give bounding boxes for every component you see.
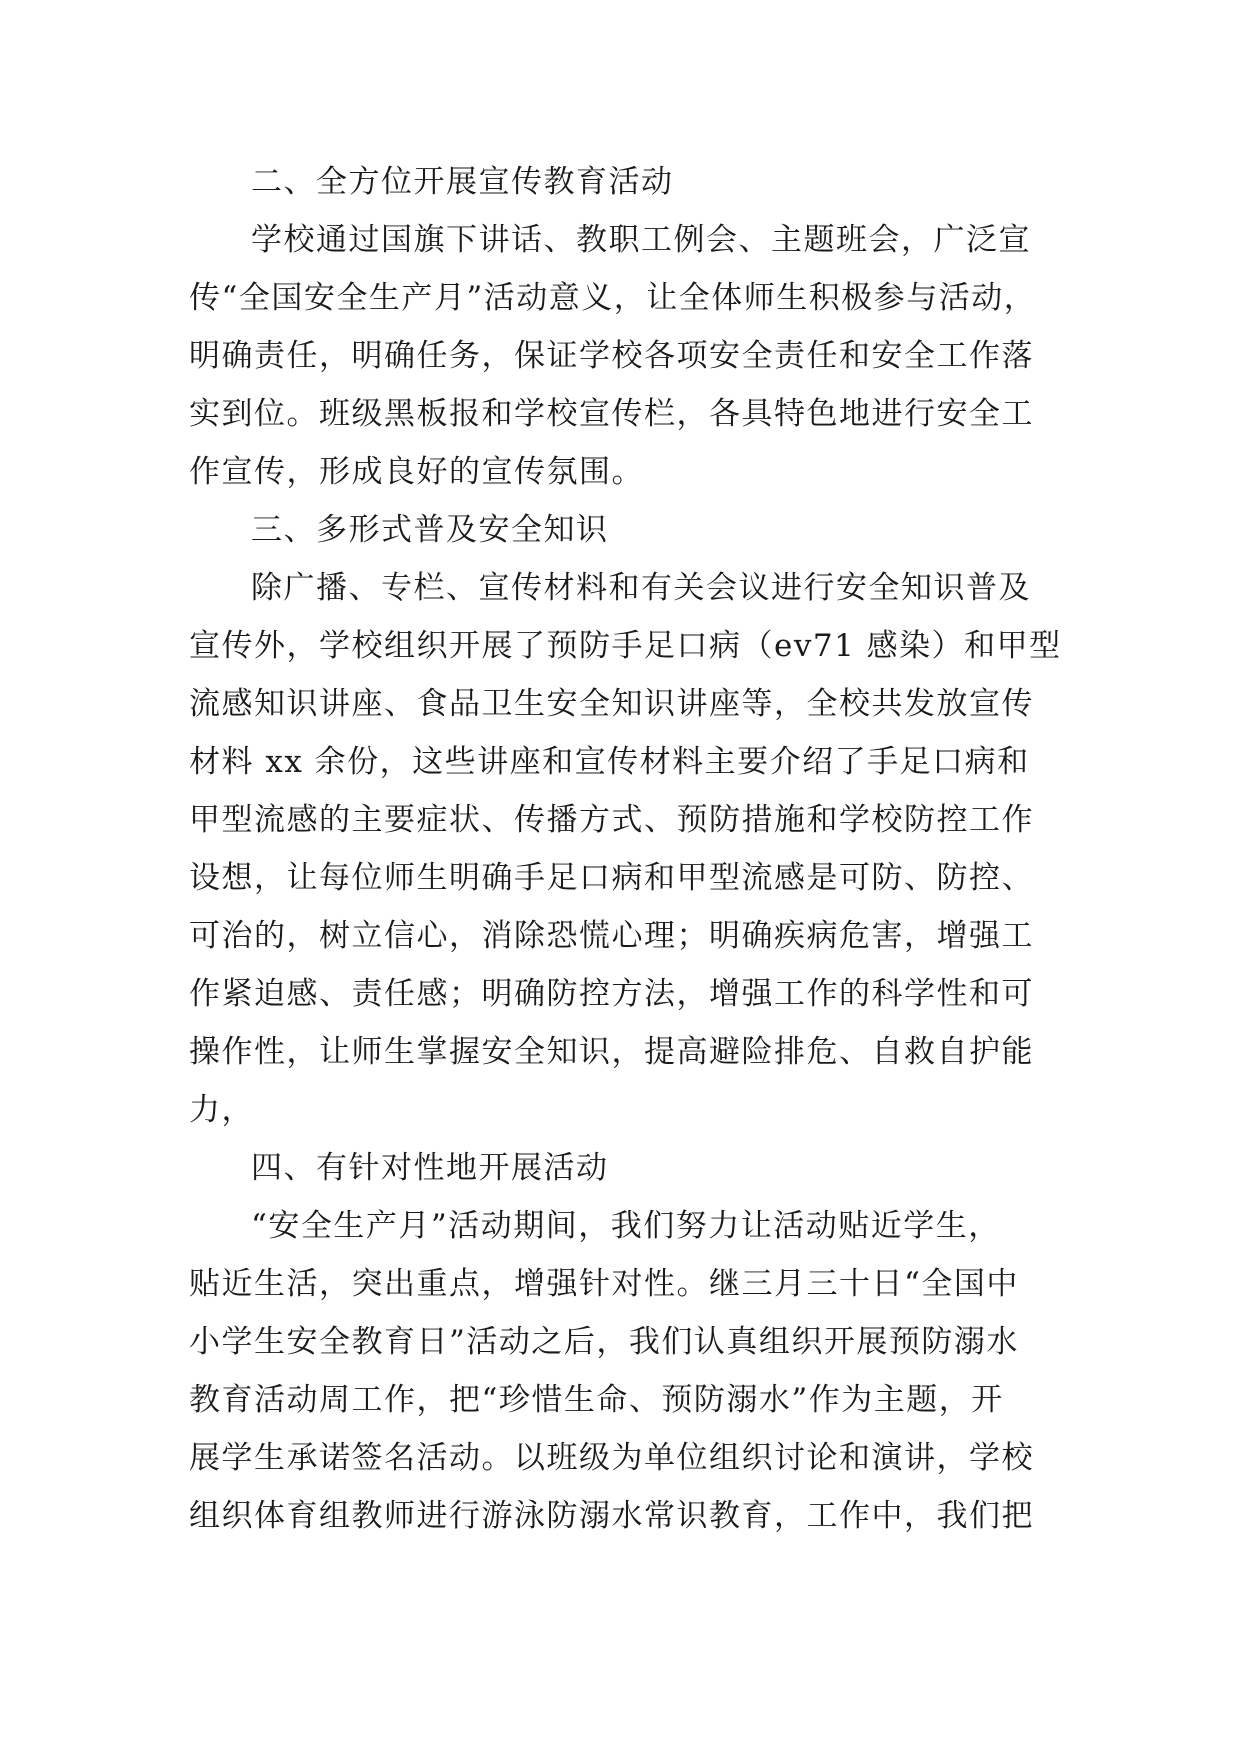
paragraph-line: 传“全国安全生产月”活动意义，让全体师生积极参与活动， (189, 280, 1037, 316)
paragraph-line: 实到位。班级黑板报和学校宣传栏，各具特色地进行安全工 (189, 396, 1034, 432)
paragraph-line: 设想，让每位师生明确手足口病和甲型流感是可防、防控、 (189, 860, 1034, 896)
paragraph-line: 小学生安全教育日”活动之后，我们认真组织开展预防溺水 (189, 1324, 1019, 1360)
paragraph-line: 作宣传，形成良好的宣传氛围。 (189, 454, 644, 490)
section-heading-4: 四、有针对性地开展活动 (251, 1150, 609, 1186)
paragraph-line: 学校通过国旗下讲话、教职工例会、主题班会，广泛宣 (251, 222, 1031, 258)
paragraph-line: 甲型流感的主要症状、传播方式、预防措施和学校防控工作 (189, 802, 1034, 838)
paragraph-line: 贴近生活，突出重点，增强针对性。继三月三十日“全国中 (189, 1266, 1019, 1302)
paragraph-line: “安全生产月”活动期间，我们努力让活动贴近学生， (251, 1208, 1001, 1244)
paragraph-line: 材料 xx 余份，这些讲座和宣传材料主要介绍了手足口病和 (189, 744, 1030, 780)
paragraph-line: 展学生承诺签名活动。以班级为单位组织讨论和演讲，学校 (189, 1440, 1034, 1476)
document-body (189, 153, 1062, 1545)
paragraph-line: 可治的，树立信心，消除恐慌心理；明确疾病危害，增强工 (189, 918, 1034, 954)
section-heading-2: 二、全方位开展宣传教育活动 (251, 164, 674, 200)
paragraph-line: 作紧迫感、责任感；明确防控方法，增强工作的科学性和可 (189, 976, 1034, 1012)
paragraph-line: 流感知识讲座、食品卫生安全知识讲座等，全校共发放宣传 (189, 686, 1034, 722)
paragraph-line: 操作性，让师生掌握安全知识，提高避险排危、自救自护能 (189, 1034, 1034, 1070)
paragraph-line: 力， (189, 1092, 254, 1128)
paragraph-line: 组织体育组教师进行游泳防溺水常识教育，工作中，我们把 (189, 1498, 1034, 1534)
paragraph-line: 宣传外，学校组织开展了预防手足口病（ev71 感染）和甲型 (189, 628, 1062, 664)
paragraph-line: 明确责任，明确任务，保证学校各项安全责任和安全工作落 (189, 338, 1034, 374)
paragraph-line: 教育活动周工作，把“珍惜生命、预防溺水”作为主题，开 (189, 1382, 1004, 1418)
section-heading-3: 三、多形式普及安全知识 (251, 512, 609, 548)
paragraph-line: 除广播、专栏、宣传材料和有关会议进行安全知识普及 (251, 570, 1031, 606)
